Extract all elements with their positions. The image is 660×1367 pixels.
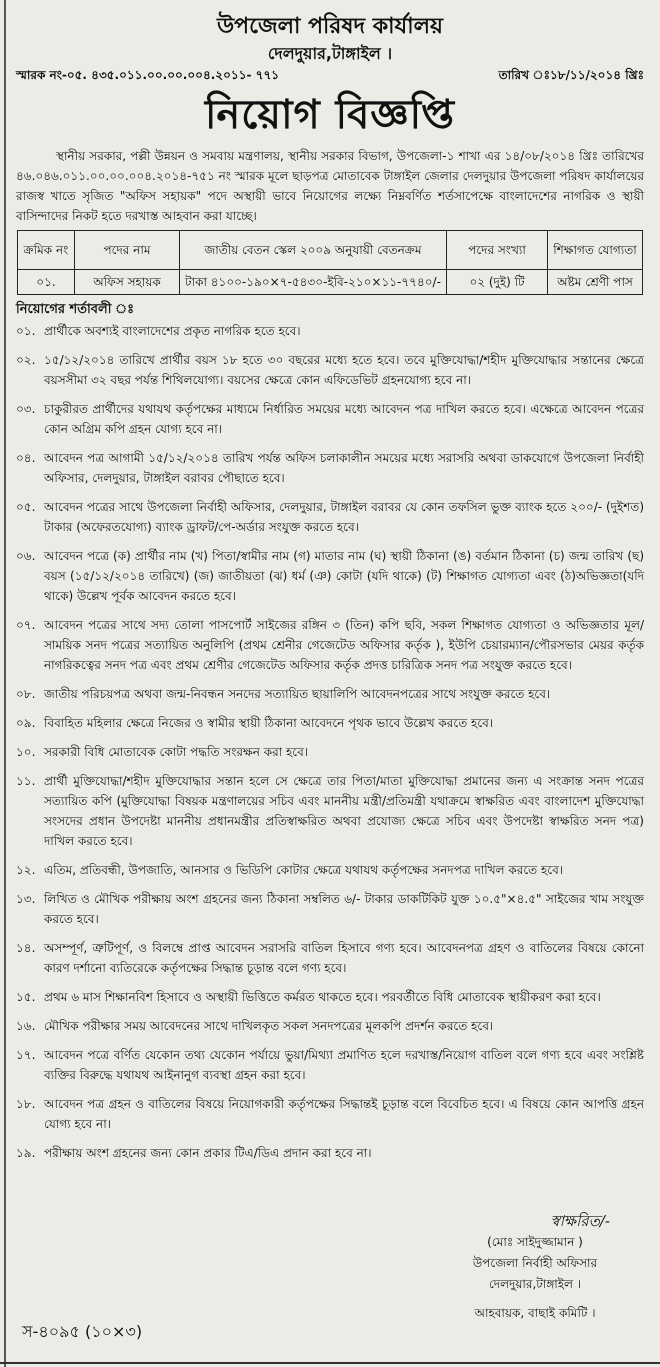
condition-item bbox=[16, 448, 644, 488]
condition-item bbox=[16, 771, 644, 851]
memo-number: স্মারক নং-০৫. ৪৩৫.০১১.০০.০০.০০৪.২০১১- ৭৭১ bbox=[16, 68, 280, 82]
condition-text: আবেদন পত্রের সাথে উপজেলা নির্বাহী অফিসার, দেলদুয়ার, টাঙ্গাইল বরাবর যে কোন তফসিল ভুক্ত ব্যাংক হতে ২০০/- (দুইশত) টাকার (অফেরতযোগ্য) ব্যাংক ড্রাফট/পে-অর্ডার সংযুক্ত করতে হবে। bbox=[44, 500, 644, 534]
signature-block bbox=[430, 1210, 640, 1324]
intro-paragraph: স্থানীয় সরকার, পল্লী উন্নয়ন ও সমবায় মন্ত্রণালয়, স্থানীয় সরকার বিভাগ, উপজেলা-১ শাখা এর ১৪/০৮/২০১৪ খ্রিঃ তারিখের ৪৬.০৪৬.০১১.০০.০০.০০৪.২০১৪-৭৫১ নং স্মারক মূলে ছাড়পত্র মোতাবেক টাঙ্গাইল জেলার দেলদুয়ার উপজেলা পরিষদ কার্যালয়ের রাজস্ব খাতে সৃজিত "অফিস সহায়ক" পদে অস্থায়ী ভাবে নিয়োগের লক্ষ্যে নিম্নবর্ণিত শর্তসাপেক্ষে বাংলাদেশের নাগরিক ও স্থায়ী বাসিন্দাদের নিকট হতে দরখাস্ত আহবান করা যাচ্ছে। bbox=[16, 149, 644, 223]
condition-number: ০৪. bbox=[16, 451, 36, 465]
condition-number: ১০. bbox=[16, 745, 36, 759]
conditions-heading: নিয়োগের শর্তাবলী ঃ bbox=[16, 302, 135, 317]
condition-number: ০৭. bbox=[16, 618, 36, 632]
condition-number: ১৬. bbox=[16, 1019, 36, 1033]
condition-item bbox=[16, 615, 644, 675]
condition-item bbox=[16, 350, 644, 390]
condition-text: আবেদন পত্র গ্রহন ও বাতিলের বিষয়ে নিয়োগকারী কর্তৃপক্ষের সিদ্ধান্তই চূড়ান্ত বলে বিবেচিত হবে। এ বিষয়ে কোন আপত্তি গ্রহন যোগ্য হবে না। bbox=[44, 1097, 644, 1131]
table-header-row bbox=[18, 231, 643, 270]
condition-text: জাতীয় পরিচয়পত্র অথবা জন্ম-নিবন্ধন সনদের সত্যায়িত ছায়ালিপি আবেদনপত্রের সাথে সংযুক্ত করতে হবে। bbox=[44, 687, 551, 701]
office-location: দেলদুয়ার,টাঙ্গাইল । bbox=[267, 44, 393, 63]
condition-item bbox=[16, 860, 644, 880]
condition-text: আবেদন পত্রে বর্ণিত যেকোন তথ্য যেকোন পর্যায়ে ভুয়া/মিথ্যা প্রমাণিত হলে দরখাস্ত/নিয়োগ বাতিল বলে গণ্য হবে এবং সংশ্লিষ্ট ব্যক্তির বিরুদ্ধে যথাযথ আইনানুগ ব্যবস্থা গ্রহন করা হবে। bbox=[44, 1048, 644, 1082]
condition-text: ১৫/১২/২০১৪ তারিখে প্রার্থীর বয়স ১৮ হতে ৩০ বছরের মধ্যে হতে হবে। তবে মুক্তিযোদ্ধা/শহীদ মুক্তিযোদ্ধার সন্তানের ক্ষেত্রে বয়সসীমা ৩২ বছর পর্যন্ত শিথিলযোগ্য। বয়সের ক্ষেত্রে কোন এফিডেভিট গ্রহনযোগ্য হবে না। bbox=[44, 353, 644, 387]
condition-item bbox=[16, 1094, 644, 1134]
condition-number: ০১. bbox=[16, 324, 36, 338]
condition-item bbox=[16, 497, 644, 537]
cell-serial: ০১. bbox=[18, 270, 75, 295]
conditions-list bbox=[12, 321, 648, 1163]
col-post-count: পদের সংখ্যা bbox=[447, 231, 548, 270]
signer-place: দেলদুয়ার,টাঙ্গাইল । bbox=[488, 1277, 582, 1291]
cell-pay-scale: টাকা ৪১০০-১৯০×৭-৫৪৩০-ইবি-২১০×১১-৭৭৪০/- bbox=[180, 270, 447, 295]
condition-text: প্রার্থীকে অবশ্যই বাংলাদেশের প্রকৃত নাগরিক হতে হবে। bbox=[44, 324, 301, 338]
condition-text: প্রথম ৬ মাস শিক্ষানবিশ হিসাবে ও অস্থায়ী ভিত্তিতে কর্মরত থাকতে হবে। পরবর্তীতে বিধি মোতাবেক স্থায়ীকরণ করা হবে। bbox=[44, 990, 601, 1004]
condition-text: এতিম, প্রতিবন্ধী, উপজাতি, আনসার ও ভিডিপি কোটার ক্ষেত্রে যথাযথ কর্তৃপক্ষের সনদপত্র দাখিল করতে হবে। bbox=[44, 863, 564, 877]
condition-number: ০৮. bbox=[16, 687, 36, 701]
condition-item bbox=[16, 889, 644, 929]
condition-text: চাকুরীরত প্রার্থীদের যথাযথ কর্তৃপক্ষের মাধ্যমে নির্ধারিত সময়ের মধ্যে আবেদন পত্র দাখিল করতে হবে। এক্ষেত্রে আবেদন পত্রের কোন অগ্রিম কপি গ্রহন যোগ্য হবে না। bbox=[44, 402, 644, 436]
condition-number: ০৯. bbox=[16, 716, 36, 730]
condition-number: ০৫. bbox=[16, 500, 36, 514]
condition-number: ১৭. bbox=[16, 1048, 36, 1062]
condition-item bbox=[16, 1016, 644, 1036]
condition-text: আবেদন পত্র আগামী ১৫/১২/২০১৪ তারিখ পর্যন্ত অফিস চলাকালীন সময়ের মধ্যে সরাসরি অথবা ডাকযোগে উপজেলা নির্বাহী অফিসার, দেলদুয়ার, টাঙ্গাইল বরাবর পৌছাতে হবে। bbox=[44, 451, 644, 485]
condition-number: ১১. bbox=[16, 774, 36, 788]
condition-item bbox=[16, 684, 644, 704]
col-pay-scale: জাতীয় বেতন স্কেল ২০০৯ অনুযায়ী বেতনক্রম bbox=[180, 231, 447, 270]
condition-number: ১২. bbox=[16, 863, 36, 877]
page-edge bbox=[4, 0, 6, 1367]
condition-text: সরকারী বিধি মোতাবেক কোটা পদ্ধতি সংরক্ষন করা হবে। bbox=[44, 745, 309, 759]
condition-item bbox=[16, 1045, 644, 1085]
condition-text: অসম্পূর্ণ, ত্রুটিপূর্ণ, ও বিলম্বে প্রাপ্ত আবেদন সরাসরি বাতিল হিসাবে গণ্য হবে। আবেদনপত্র গ্রহণ ও বাতিলের বিষয়ে কোনো কারণ দর্শানো ব্যতিরেকে কর্তৃপক্ষের সিদ্ধান্ত চূড়ান্ত বলে গণ্য হবে। bbox=[44, 941, 644, 975]
cell-post-count: ০২ (দুই) টি bbox=[447, 270, 548, 295]
signature: স্বাক্ষরিত/- bbox=[550, 1212, 610, 1230]
signer-role: আহবায়ক, বাছাই কমিটি । bbox=[474, 1306, 596, 1320]
condition-number: ১৩. bbox=[16, 892, 36, 906]
condition-number: ১৪. bbox=[16, 941, 36, 955]
condition-item bbox=[16, 321, 644, 341]
condition-item bbox=[16, 713, 644, 733]
reference-row bbox=[12, 66, 648, 84]
condition-item bbox=[16, 938, 644, 978]
condition-number: ০২. bbox=[16, 353, 36, 367]
bottom-rule bbox=[0, 1362, 660, 1364]
ad-code: স-৪০৯৫ (১০×৩) bbox=[22, 1322, 143, 1341]
office-title: উপজেলা পরিষদ কার্যালয় bbox=[217, 14, 443, 39]
condition-item bbox=[16, 742, 644, 762]
condition-number: ১৮. bbox=[16, 1097, 36, 1111]
notice-title: নিয়োগ বিজ্ঞপ্তি bbox=[204, 92, 455, 138]
signer-designation: উপজেলা নির্বাহী অফিসার bbox=[472, 1256, 598, 1270]
condition-number: ০৬. bbox=[16, 549, 36, 563]
col-post-name: পদের নাম bbox=[75, 231, 180, 270]
condition-text: পরীক্ষায় অংশ গ্রহনের জন্য কোন প্রকার টিএ/ডিএ প্রদান করা হবে না। bbox=[44, 1146, 372, 1160]
condition-text: প্রার্থী মুক্তিযোদ্ধা/শহীদ মুক্তিযোদ্ধার সন্তান হলে সে ক্ষেত্রে তার পিতা/মাতা মুক্তিযোদ্ধা প্রমানের জন্য এ সংক্রান্ত সনদ পত্রের সত্যায়িত কপি (মুক্তিযোদ্ধা বিষয়ক মন্ত্রণালয়ের সচিব এবং মাননীয় মন্ত্রী/প্রতিমন্ত্রী যথাক্রমে স্বাক্ষরিত এবং বাংলাদেশ মুক্তিযোদ্ধা সংসদের প্রধান উপদেষ্টা মাননীয় প্রধানমন্ত্রীর প্রতিস্বাক্ষরিত অথবা প্রযোজ্য ক্ষেত্রে সচিব এবং উপদেষ্টা স্বাক্ষরিত সনদ পত্র) দাখিল করতে হবে। bbox=[44, 774, 644, 848]
condition-text: আবেদন পত্রের সাথে সদ্য তোলা পাসপোর্ট সাইজের রঙ্গিন ৩ (তিন) কপি ছবি, সকল শিক্ষাগত যোগ্যতা ও অভিজ্ঞতার মূল/সাময়িক সনদ পত্রের সত্যায়িত অনুলিপি (প্রথম শ্রেনীর গেজেটেড অফিসার কর্তৃক ), ইউপি চেয়ারম্যান/পৌরসভার মেয়র কর্তৃক নাগরিকত্বের সনদ পত্র এবং প্রথম শ্রেণীর গেজেটেড অফিসার কর্তৃক প্রদত্ত চারিত্রিক সনদ পত্র সংযুক্ত করতে হবে। bbox=[44, 618, 644, 672]
condition-text: আবেদন পত্রে (ক) প্রার্থীর নাম (খ) পিতা/স্বামীর নাম (গ) মাতার নাম (ঘ) স্থায়ী ঠিকানা (ঙ) বর্তমান ঠিকানা (চ) জন্ম তারিখ (ছ) বয়স (১৫/১২/২০১৪ তারিখে) (জ) জাতীয়তা (ঝ) ধর্ম (ঞ) কোটা (যদি থাকে) (ট) শিক্ষাগত যোগ্যতা এবং (ঠ)অভিজ্ঞতা(যদি থাকে) উল্লেখ পূর্বক আবেদন করতে হবে। bbox=[44, 549, 644, 603]
post-table bbox=[17, 230, 643, 295]
cell-post-name: অফিস সহায়ক bbox=[75, 270, 180, 295]
signer-name: (মোঃ সাইদুজ্জামান ) bbox=[487, 1235, 583, 1249]
col-qualification: শিক্ষাগত যোগ্যতা bbox=[548, 231, 643, 270]
condition-text: লিখিত ও মৌখিক পরীক্ষায় অংশ গ্রহনের জন্য ঠিকানা সম্বলিত ৬/- টাকার ডাকটিকিট যুক্ত ১০.৫"×৪.৫" সাইজের খাম সংযুক্ত করতে হবে। bbox=[44, 892, 644, 926]
condition-text: মৌখিক পরীক্ষার সময় আবেদনের সাথে দাখিলকৃত সকল সনদপত্রের মূলকপি প্রদর্শন করতে হবে। bbox=[44, 1019, 494, 1033]
condition-number: ১৫. bbox=[16, 990, 36, 1004]
condition-number: ১৯. bbox=[16, 1146, 36, 1160]
condition-item bbox=[16, 987, 644, 1007]
notice-date: তারিখ ঃ১৮/১১/২০১৪ খ্রিঃ bbox=[498, 68, 644, 82]
condition-text: বিবাহিত মহিলার ক্ষেত্রে নিজের ও স্বামীর স্থায়ী ঠিকানা আবেদনে পৃথক ভাবে উল্লেখ করতে হবে। bbox=[44, 716, 494, 730]
col-serial: ক্রমিক নং bbox=[18, 231, 75, 270]
cell-qualification: অষ্টম শ্রেণী পাস bbox=[548, 270, 643, 295]
condition-item bbox=[16, 546, 644, 606]
table-row bbox=[18, 270, 643, 295]
condition-item bbox=[16, 1143, 644, 1163]
condition-number: ০৩. bbox=[16, 402, 36, 416]
condition-item bbox=[16, 399, 644, 439]
